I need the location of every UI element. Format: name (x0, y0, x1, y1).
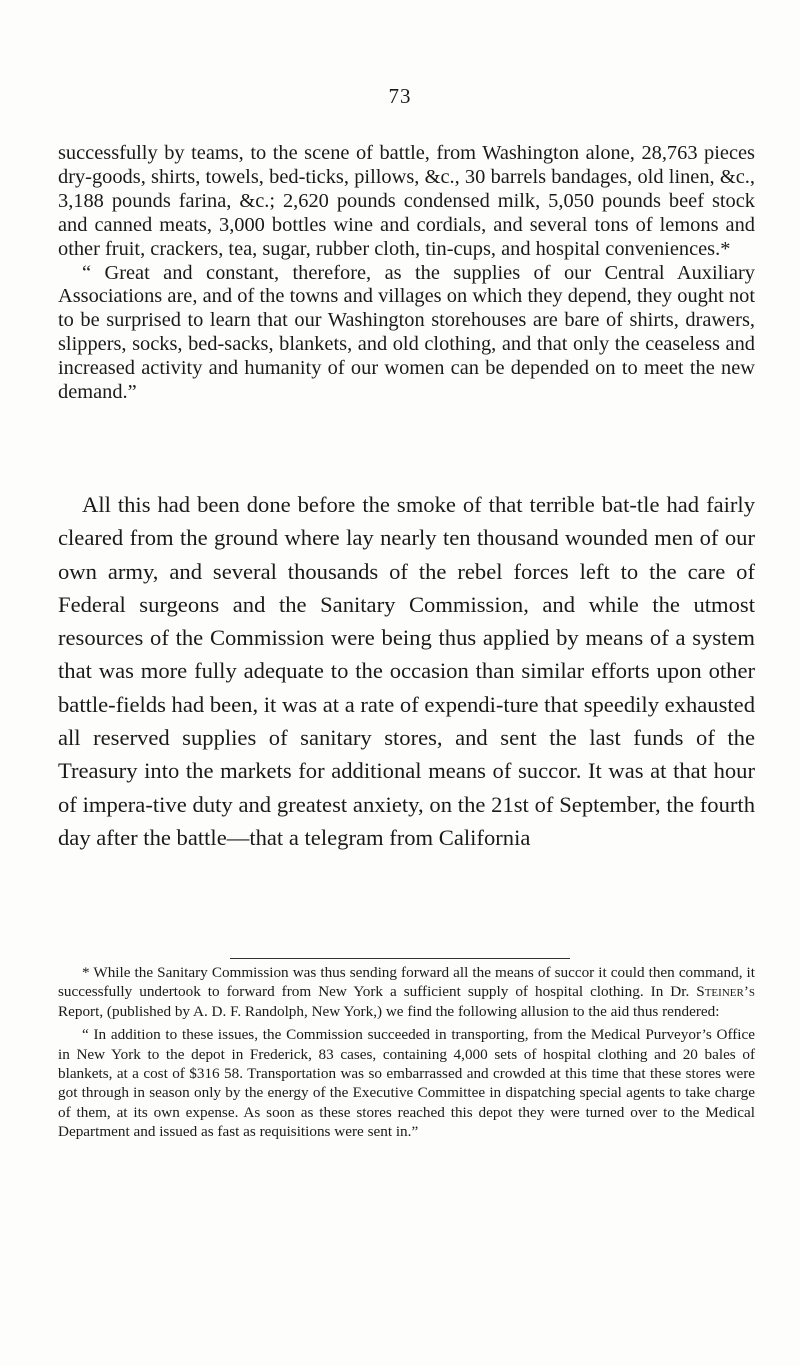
body-paragraph: All this had been done before the smoke of that terrible bat-tle had fairly cleared from the ground where lay nearly ten thousand wounded men of our own army, and several thousands of the rebel forces left to the care of Federal surgeons and the Sanitary Commission, and while the utmost resources of the Commission were being thus applied by means of a system that was more fully adequate to the occasion than similar efforts upon other battle-fields had been, it was at a rate of expendi-ture that speedily exhausted all reserved supplies of sanitary stores, and sent the last funds of the Treasury into the markets for additional means of succor. It was at that hour of impera-tive duty and greatest anxiety, on the 21st of September, the fourth day after the battle—that a telegram from California (58, 492, 755, 850)
footnote-paragraph (58, 963, 755, 1021)
quote-paragraph-supplies: successfully by teams, to the scene of battle, from Washington alone, 28,763 pieces dry-goods, shirts, towels, bed-ticks, pillows, &c., 30 barrels bandages, old linen, &c., 3,188 pounds farina, &c.; 2,620 pounds condensed milk, 5,050 pounds beef stock and canned meats, 3,000 bottles wine and cordials, and several tons of lemons and other fruit, crackers, tea, sugar, rubber cloth, tin-cups, and hospital conveniences.* (58, 142, 755, 260)
quote-paragraph-auxiliary: “ Great and constant, therefore, as the supplies of our Central Auxiliary Associations are, and of the towns and villages on which they depend, they ought not to be surprised to learn that our Washington storehouses are bare of shirts, drawers, slippers, socks, bed-sacks, blankets, and old clothing, and that only the ceaseless and increased activity and humanity of our women can be depended on to meet the new demand.” (58, 261, 755, 404)
footnote (58, 963, 755, 1146)
body-text (58, 488, 755, 854)
footnote-author-name: Steiner’s (696, 983, 755, 1001)
footnote-divider (230, 958, 570, 959)
page-number: 73 (388, 84, 412, 108)
quoted-report-text (58, 142, 755, 405)
footnote-text-start: * While the Sanitary Commission was thus sending forward all the means of succor it could then command, it successfully undertook to forward from New York a sufficient supply of hospital clothing. In Dr. (58, 964, 755, 1001)
footnote-text-end: Report, (published by A. D. F. Randolph, New York,) we find the following allusion to the aid thus rendered: (58, 1002, 720, 1020)
footnote-quote: “ In addition to these issues, the Commission succeeded in transporting, from the Medical Purveyor’s Office in New York to the depot in Frederick, 83 cases, containing 4,000 sets of hospital clothing and 20 bales of blankets, at a cost of $316 58. Transportation was so embarrassed and crowded at this time that these stores were got through in season only by the energy of the Executive Committee in dispatching special agents to take charge of them, at its own expense. As soon as these stores reached this depot they were turned over to the Medical Department and issued as fast as requisitions were sent in.” (58, 1026, 755, 1141)
